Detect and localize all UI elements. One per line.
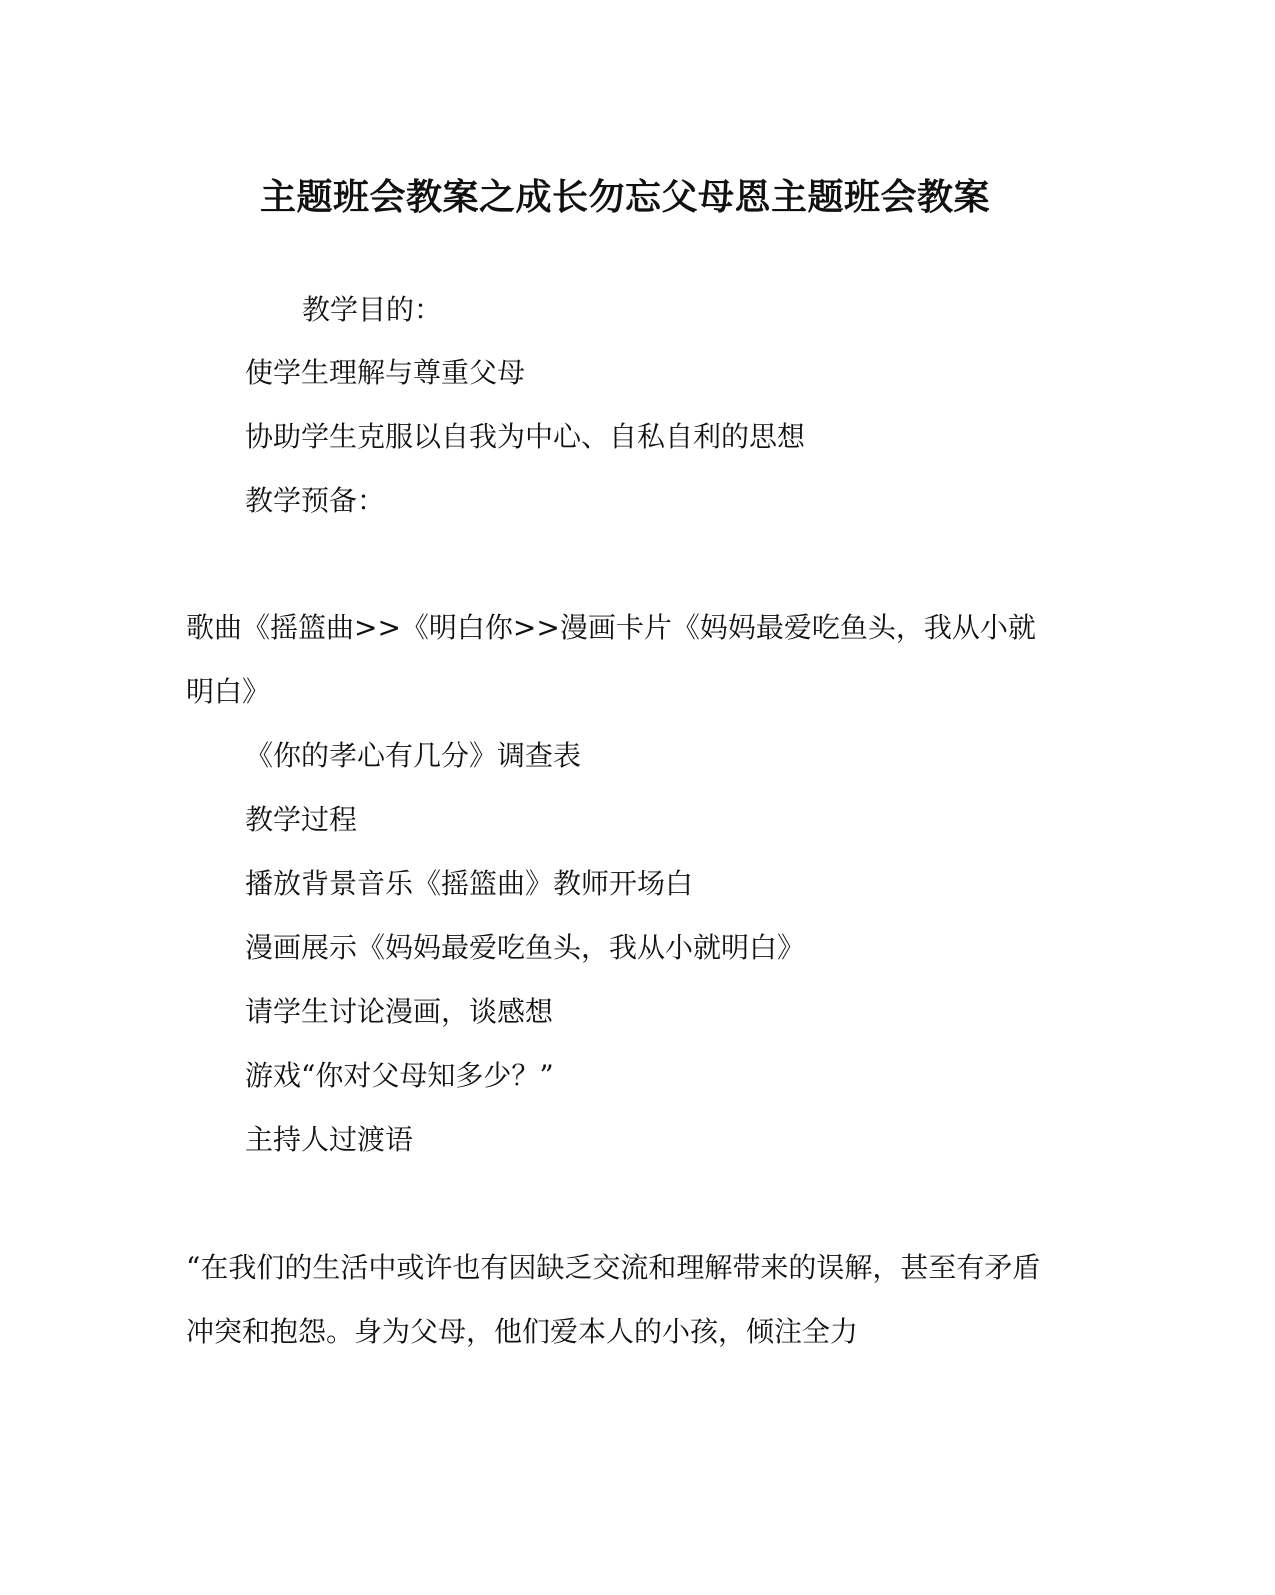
objective-line-2: 协助学生克服以自我为中心、自私自利的思想: [245, 420, 806, 453]
survey-line: 《你的孝心有几分》调查表: [245, 739, 582, 772]
process-line-game: 游戏“你对父母知多少？”: [245, 1059, 554, 1092]
process-line-discuss: 请学生讨论漫画，谈感想: [245, 995, 554, 1028]
document-title: 主题班会教案之成长勿忘父母恩主题班会教案: [259, 176, 990, 218]
preparation-heading: 教学预备：: [245, 484, 386, 517]
songs-paragraph: 歌曲《摇篮曲>>《明白你>>漫画卡片《妈妈最爱吃鱼头，我从小就明白》: [186, 611, 1036, 708]
objective-heading: 教学目的：: [302, 293, 443, 326]
process-line-host: 主持人过渡语: [245, 1123, 414, 1156]
process-line-music: 播放背景音乐《摇篮曲》教师开场白: [245, 867, 694, 900]
process-line-comic: 漫画展示《妈妈最爱吃鱼头，我从小就明白》: [245, 931, 806, 964]
process-heading: 教学过程: [245, 803, 358, 836]
quote-paragraph: “在我们的生活中或许也有因缺乏交流和理解带来的误解，甚至有矛盾冲突和抱怨。身为父母，他们爱本人的小孩，倾注全力: [186, 1251, 1041, 1348]
objective-line-1: 使学生理解与尊重父母: [245, 356, 526, 389]
